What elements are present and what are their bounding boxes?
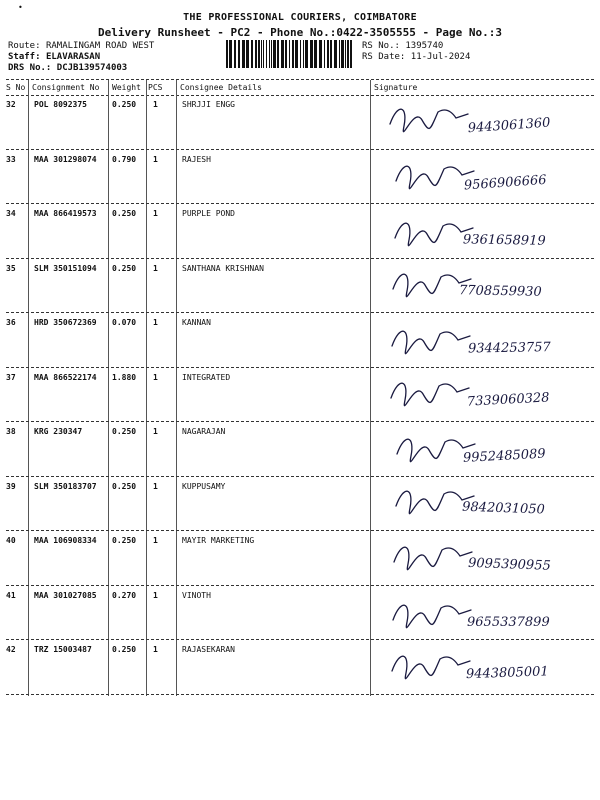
row-weight: 0.250 <box>112 263 137 273</box>
route-value: RAMALINGAM ROAD WEST <box>45 41 155 51</box>
drs-label: DRS No.: <box>8 63 52 73</box>
row-consignment-no: KRG 230347 <box>34 427 83 436</box>
signature-phone: 9842031050 <box>461 499 546 518</box>
row-sno: 33 <box>6 154 16 164</box>
signature-phone: 9566906666 <box>463 172 548 193</box>
row-consignee: VINOTH <box>182 590 211 600</box>
staff-line <box>8 52 100 62</box>
rs-date-label: RS Date: <box>362 52 406 62</box>
row-weight: 0.790 <box>112 154 137 164</box>
row-consignment-no: SLM 350151094 <box>34 263 97 273</box>
page-subtitle: Delivery Runsheet - PC2 - Phone No.:0422-3505555 - Page No.:3 <box>98 26 502 39</box>
signature-handwriting <box>380 421 595 477</box>
column-separator <box>146 80 147 696</box>
row-weight: 1.880 <box>112 372 137 382</box>
scan-mark: • <box>18 3 23 12</box>
signature-handwriting <box>380 639 595 695</box>
row-consignment-no: TRZ 15003487 <box>34 645 92 654</box>
row-consignment-no: MAA 301298074 <box>34 154 97 164</box>
signature-handwriting <box>380 149 595 205</box>
row-sno: 41 <box>6 590 16 600</box>
column-separator <box>176 80 177 696</box>
rs-no-line <box>362 41 443 51</box>
row-weight: 0.250 <box>112 427 137 436</box>
drs-value: DCJB139574003 <box>56 63 128 73</box>
signature-handwriting <box>380 530 595 586</box>
signature-phone: 9095390955 <box>467 555 552 574</box>
row-consignment-no: SLM 350183707 <box>34 481 97 491</box>
row-consignee: KANNAN <box>182 318 211 327</box>
row-pcs: 1 <box>153 481 158 491</box>
signature-handwriting <box>380 94 595 150</box>
row-sno: 40 <box>6 536 16 545</box>
row-pcs: 1 <box>153 590 158 600</box>
row-pcs: 1 <box>153 372 158 382</box>
row-pcs: 1 <box>153 645 158 654</box>
signature-phone: 9655337899 <box>467 614 550 630</box>
signature-handwriting <box>380 203 595 259</box>
row-sno: 37 <box>6 372 16 382</box>
signature-handwriting <box>380 312 595 368</box>
row-pcs: 1 <box>153 100 158 109</box>
rs-date-line <box>362 52 470 62</box>
signature-handwriting <box>380 258 595 314</box>
staff-label: Staff: <box>8 52 41 62</box>
row-pcs: 1 <box>153 427 158 436</box>
row-consignee: RAJESH <box>182 154 211 164</box>
signature-handwriting <box>380 367 595 423</box>
row-consignment-no: MAA 106908334 <box>34 536 97 545</box>
col-consignee-header: Consignee Details <box>180 83 262 92</box>
row-consignee: SHRJJI ENGG <box>182 100 235 109</box>
drs-line <box>8 63 127 73</box>
col-sno-header: S No <box>6 83 26 92</box>
row-consignment-no: MAA 866419573 <box>34 209 97 218</box>
col-consignment-header: Consignment No <box>32 83 100 92</box>
signature-phone: 9443061360 <box>467 115 551 137</box>
route-line <box>8 41 154 51</box>
rs-no-value: 1395740 <box>405 41 444 51</box>
row-weight: 0.070 <box>112 318 137 327</box>
rs-no-label: RS No.: <box>362 41 400 51</box>
staff-value: ELAVARASAN <box>45 52 101 62</box>
row-consignee: KUPPUSAMY <box>182 481 226 491</box>
signature-phone: 9344253757 <box>467 340 551 357</box>
col-signature-header: Signature <box>374 83 418 92</box>
route-label: Route: <box>8 41 41 51</box>
row-weight: 0.250 <box>112 536 137 545</box>
column-separator <box>370 80 371 696</box>
row-sno: 32 <box>6 100 16 109</box>
col-weight-header: Weight <box>112 83 141 92</box>
row-sno: 39 <box>6 481 16 491</box>
row-consignee: MAYIR MARKETING <box>182 536 255 545</box>
signature-handwriting <box>380 476 595 532</box>
row-separator <box>6 694 594 695</box>
row-pcs: 1 <box>153 318 158 327</box>
page-title: THE PROFESSIONAL COURIERS, COIMBATORE <box>183 12 417 23</box>
row-consignment-no: HRD 350672369 <box>34 318 97 327</box>
row-pcs: 1 <box>153 209 158 218</box>
row-consignment-no: POL 8092375 <box>34 100 87 109</box>
signature-phone: 7708559930 <box>458 282 542 300</box>
signature-phone: 7339060328 <box>466 389 550 410</box>
row-sno: 35 <box>6 263 16 273</box>
column-separator <box>108 80 109 696</box>
col-pcs-header: PCS <box>148 83 163 92</box>
row-weight: 0.250 <box>112 209 137 218</box>
rs-date-value: 11-Jul-2024 <box>410 52 471 62</box>
row-consignment-no: MAA 866522174 <box>34 372 97 382</box>
row-consignee: SANTHANA KRISHNAN <box>182 263 264 273</box>
row-consignee: PURPLE POND <box>182 209 235 218</box>
row-consignee: NAGARAJAN <box>182 427 226 436</box>
row-consignee: INTEGRATED <box>182 372 231 382</box>
signature-phone: 9952485089 <box>462 446 547 466</box>
row-pcs: 1 <box>153 536 158 545</box>
row-consignment-no: MAA 301027085 <box>34 590 97 600</box>
row-sno: 42 <box>6 645 16 654</box>
row-weight: 0.250 <box>112 100 137 109</box>
row-weight: 0.250 <box>112 645 137 654</box>
row-pcs: 1 <box>153 263 158 273</box>
header-rule-top <box>6 79 594 80</box>
signature-phone: 9443805001 <box>465 664 549 683</box>
signature-handwriting <box>380 585 595 641</box>
row-weight: 0.270 <box>112 590 137 600</box>
row-weight: 0.250 <box>112 481 137 491</box>
row-sno: 36 <box>6 318 16 327</box>
barcode-image <box>226 40 354 68</box>
row-sno: 38 <box>6 427 16 436</box>
signature-phone: 9361658919 <box>462 232 546 249</box>
column-separator <box>28 80 29 696</box>
row-sno: 34 <box>6 209 16 218</box>
row-pcs: 1 <box>153 154 158 164</box>
row-consignee: RAJASEKARAN <box>182 645 235 654</box>
